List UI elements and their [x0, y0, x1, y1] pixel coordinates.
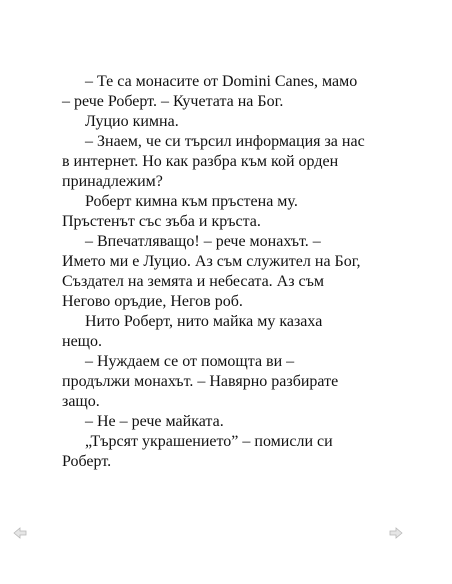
text-line: Името ми е Луцио. Аз съм служител на Бог, [62, 253, 361, 270]
text-line: Нито Роберт, нито майка му казаха [85, 313, 323, 330]
text-line: Създател на земята и небесата. Аз съм [62, 273, 325, 290]
text-line: – Не – рече майката. [85, 413, 224, 430]
arrow-right-icon [389, 526, 403, 540]
text-line: в интернет. Но как разбра към кой орден [62, 153, 339, 170]
text-line: – Нуждаем се от помощта ви – [85, 353, 295, 370]
text-line: принадлежим? [62, 173, 163, 190]
text-line: Луцио кимна. [85, 113, 179, 130]
next-page-button[interactable] [389, 526, 403, 540]
page-text [62, 72, 392, 472]
text-line: Роберт кимна към пръстена му. [85, 193, 298, 210]
text-line: Роберт. [62, 453, 112, 470]
text-line: – Те са монасите от Domini Canes, мамо [85, 73, 358, 90]
text-line: – рече Роберт. – Кучетата на Бог. [62, 93, 284, 110]
text-line: „Търсят украшението” – помисли си [85, 433, 333, 450]
text-line: продължи монахът. – Навярно разбирате [62, 373, 339, 390]
arrow-left-icon [13, 526, 27, 540]
text-line: – Знаем, че си търсил информация за нас [85, 133, 365, 150]
text-line: Негово оръдие, Негов роб. [62, 293, 243, 310]
text-line: Пръстенът със зъба и кръста. [62, 213, 261, 230]
text-line: защо. [62, 393, 100, 410]
text-line: нещо. [62, 333, 102, 350]
text-line: – Впечатляващо! – рече монахът. – [85, 233, 321, 250]
previous-page-button[interactable] [13, 526, 27, 540]
